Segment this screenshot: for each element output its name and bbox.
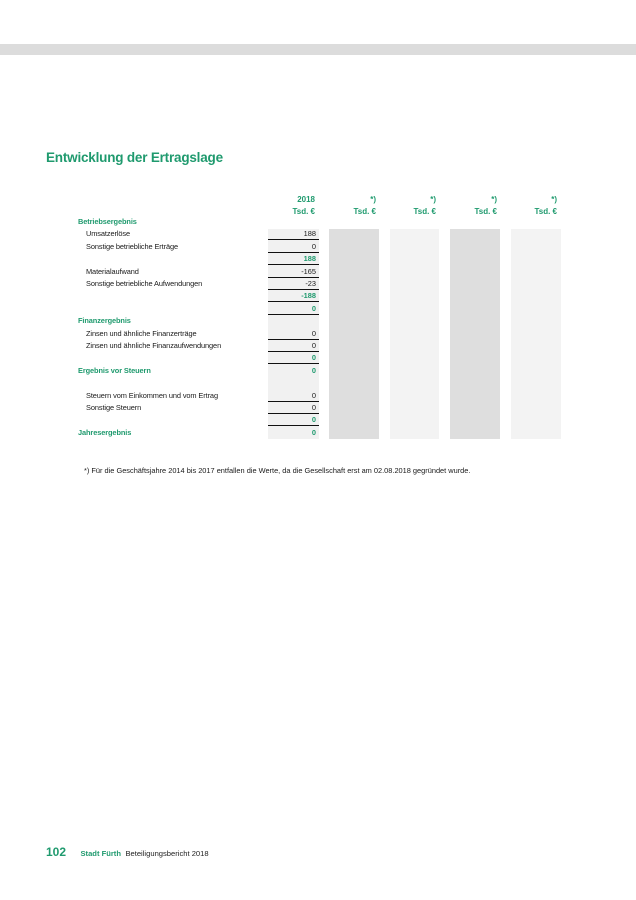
- table-row: [0, 228, 636, 240]
- table-row: [0, 278, 636, 290]
- section-row: [0, 315, 636, 327]
- column-header-year: *): [551, 195, 557, 204]
- subtotal-row: [0, 414, 636, 426]
- table-row: [0, 390, 636, 402]
- row-label: Ergebnis vor Steuern: [78, 365, 151, 375]
- table-row: [0, 340, 636, 352]
- row-value-2018: 0: [311, 427, 316, 437]
- row-value-2018: 0: [311, 328, 316, 338]
- header-bar: [0, 44, 636, 55]
- row-value-2018: 0: [311, 390, 316, 400]
- column-header-unit: Tsd. €: [474, 207, 497, 216]
- row-value-2018: -23: [305, 279, 316, 288]
- column-header-unit: Tsd. €: [413, 207, 436, 216]
- row-value-2018: 188: [303, 229, 316, 239]
- row-label: Finanzergebnis: [78, 316, 131, 326]
- row-label: Steuern vom Einkommen und vom Ertrag: [86, 390, 218, 400]
- column-header-year: *): [430, 195, 436, 204]
- row-value-2018: -165: [301, 266, 316, 276]
- subtotal-row: [0, 290, 636, 302]
- row-value-2018: 0: [311, 403, 316, 412]
- row-value-2018: 0: [311, 241, 316, 251]
- table-row: [0, 402, 636, 414]
- table-row: [0, 241, 636, 253]
- page-footer: [46, 843, 209, 861]
- column-header-year: *): [491, 195, 497, 204]
- row-value-2018: -188: [301, 291, 316, 301]
- row-label: Sonstige betriebliche Aufwendungen: [86, 279, 203, 288]
- row-value-2018: 0: [311, 303, 316, 313]
- subtotal-row: [0, 352, 636, 364]
- column-header-unit: Tsd. €: [534, 207, 557, 216]
- page-title: Entwicklung der Ertragslage: [46, 150, 223, 165]
- row-value-2018: 188: [303, 254, 316, 264]
- column-header-year: *): [370, 195, 376, 204]
- column-header-unit: Tsd. €: [353, 207, 376, 216]
- row-label: Zinsen und ähnliche Finanzaufwendungen: [86, 341, 222, 350]
- footnote: *) Für die Geschäftsjahre 2014 bis 2017 entfallen die Werte, da die Gesellschaft erst am 02.08.2018 gegründet wurde.: [84, 466, 471, 475]
- row-label: Betriebsergebnis: [78, 217, 137, 226]
- subtotal-row: [0, 253, 636, 265]
- subtotal-row: [0, 303, 636, 315]
- footer-report-title: Beteiligungsbericht 2018: [125, 849, 209, 858]
- row-label: Sonstige betriebliche Erträge: [86, 241, 179, 251]
- row-value-2018: 0: [311, 415, 316, 425]
- column-header-unit: Tsd. €: [292, 207, 315, 216]
- row-value-2018: 0: [311, 365, 316, 375]
- row-label: Umsatzerlöse: [86, 229, 130, 239]
- page-number: 102: [46, 845, 67, 859]
- table-row: [0, 377, 636, 389]
- row-label: Zinsen und ähnliche Finanzerträge: [86, 328, 197, 338]
- column-header-year: 2018: [297, 195, 315, 204]
- table-row: [0, 266, 636, 278]
- table-row: [0, 328, 636, 340]
- footer-brand: Stadt Fürth: [80, 849, 121, 858]
- row-value-2018: 0: [311, 353, 316, 363]
- row-label: Jahresergebnis: [78, 427, 132, 437]
- row-value-2018: 0: [311, 341, 316, 350]
- section-row: [0, 216, 636, 228]
- section-row: [0, 365, 636, 377]
- row-label: Sonstige Steuern: [86, 403, 142, 412]
- row-label: Materialaufwand: [86, 266, 139, 276]
- section-row: [0, 427, 636, 439]
